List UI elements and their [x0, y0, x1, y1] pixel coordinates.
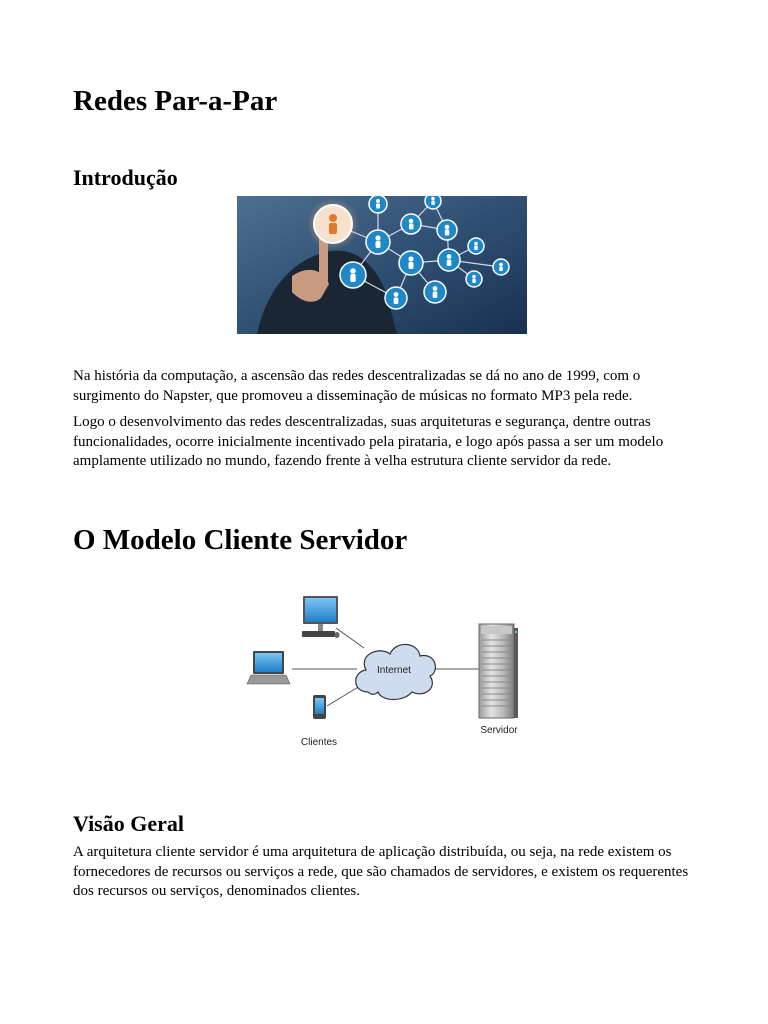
laptop-icon — [247, 651, 290, 684]
section-title-modelo: O Modelo Cliente Servidor — [73, 524, 408, 556]
intro-heading: Introdução — [73, 165, 178, 190]
user-node-icon — [437, 220, 457, 240]
intro-paragraph-1: Na história da computação, a ascensão das redes descentralizadas se dá no ano de 1999, com o surgimento do Napster, que promoveu a disseminação de músicas no formato MP3 pela rede. — [73, 368, 641, 404]
page-title: Redes Par-a-Par — [73, 85, 278, 117]
client-server-diagram — [240, 588, 530, 752]
server-tower-icon — [479, 624, 518, 718]
user-node-icon — [366, 230, 390, 254]
user-node-icon — [425, 196, 441, 209]
clients-label: Clientes — [300, 737, 338, 748]
intro-paragraph-2: Logo o desenvolvimento das redes descentralizadas, suas arquiteturas e segurança, dentre outras funcionalidades, ocorre inicialmente incentivado pela pirataria, e logo após passa a ser um modelo amplamente utilizado no mundo, fazendo frente à velha estrutura cliente servidor da rede. — [73, 414, 664, 469]
user-node-icon — [401, 214, 421, 234]
mobile-phone-icon — [313, 695, 326, 719]
user-node-icon — [369, 196, 387, 213]
server-label: Servidor — [480, 725, 518, 736]
visao-heading: Visão Geral — [73, 811, 184, 836]
internet-label: Internet — [377, 665, 411, 676]
desktop-computer-icon — [302, 596, 340, 638]
user-node-icon — [340, 262, 366, 288]
user-node-icon — [493, 259, 509, 275]
user-node-icon — [438, 249, 460, 271]
visao-paragraph-1: A arquitetura cliente servidor é uma arquitetura de aplicação distribuída, ou seja, na rede existem os fornecedores de recursos ou serviços a rede, que são chamados de servidores, e existem os requerentes dos recursos ou serviços, denominados clientes. — [73, 844, 689, 899]
user-node-icon — [424, 281, 446, 303]
user-node-icon — [399, 251, 423, 275]
network-illustration — [237, 196, 527, 334]
user-node-icon — [468, 238, 484, 254]
user-node-icon — [385, 287, 407, 309]
user-node-icon — [466, 271, 482, 287]
